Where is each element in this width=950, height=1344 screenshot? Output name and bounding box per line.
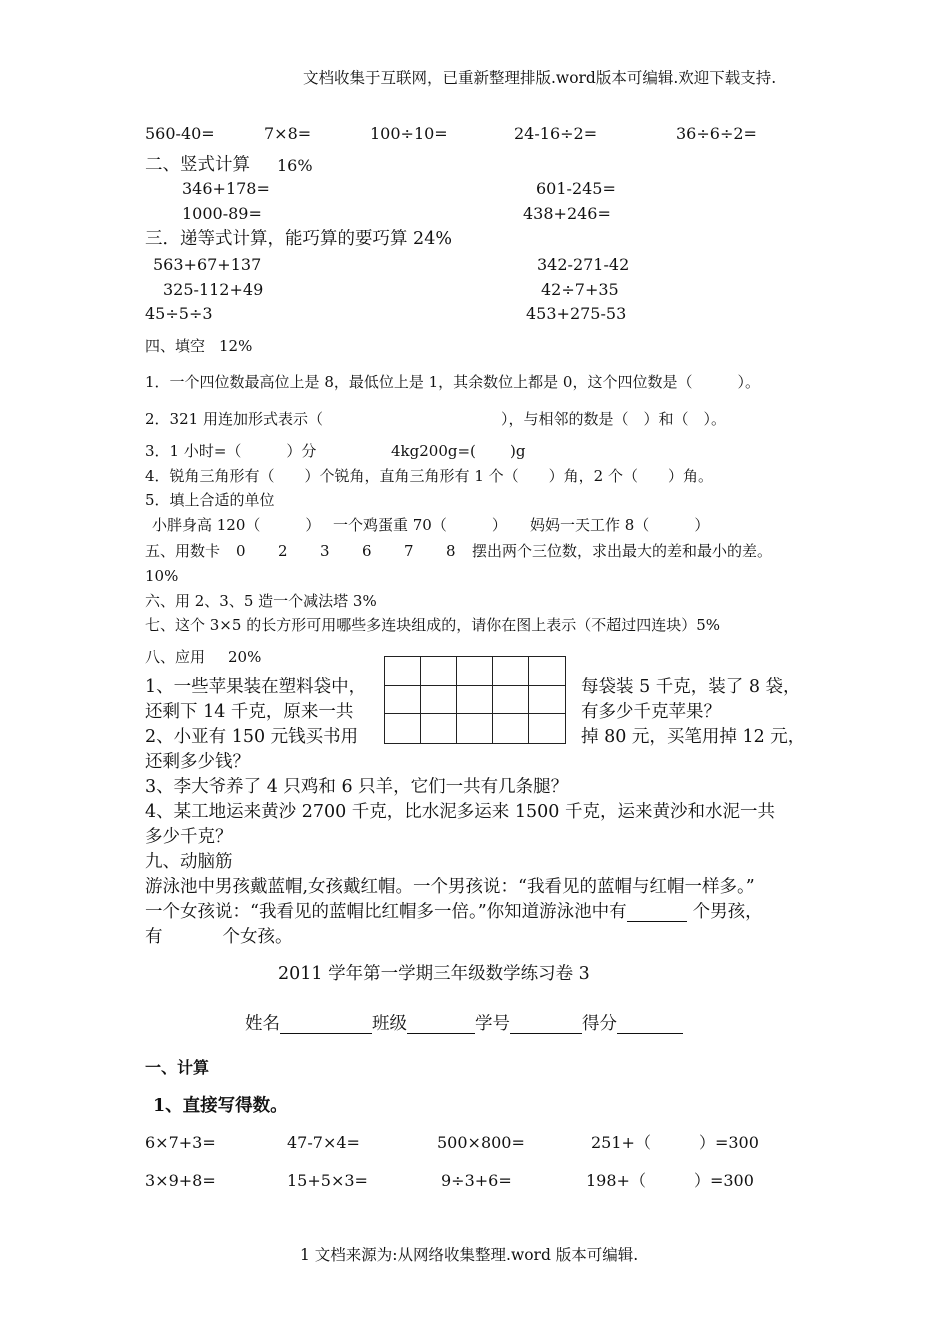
- question: 3．1 小时=（ ）分: [145, 442, 317, 460]
- section-percent: 16%: [277, 156, 313, 175]
- section-percent: 12%: [219, 337, 253, 355]
- question: 小胖身高 120（ ）: [152, 516, 321, 534]
- number-card: 2: [278, 542, 288, 560]
- section-title: 四、填空: [145, 337, 206, 355]
- question-text: 有: [145, 927, 163, 947]
- expr: 3×9+8=: [145, 1171, 216, 1190]
- score-label: 得分: [582, 1014, 617, 1034]
- score-blank: [617, 1017, 683, 1034]
- expr: 42÷7+35: [541, 280, 619, 299]
- expr: 6×7+3=: [145, 1133, 216, 1152]
- expr: 7×8=: [264, 124, 312, 143]
- question: 游泳池中男孩戴蓝帽,女孩戴红帽。一个男孩说：“我看见的蓝帽与红帽一样多。”: [145, 877, 755, 897]
- class-blank: [407, 1017, 475, 1034]
- exam-title: 2011 学年第一学期三年级数学练习卷 3: [278, 964, 590, 984]
- question: [145, 902, 763, 922]
- section-title: 五、用数卡: [145, 542, 221, 560]
- subsection-title: 1、直接写得数。: [153, 1096, 288, 1116]
- question: 2、小亚有 150 元钱买书用: [145, 727, 359, 747]
- section-title: 三．递等式计算，能巧算的要巧算 24%: [145, 229, 452, 249]
- expr: 100÷10=: [370, 124, 448, 143]
- question-text: 一个女孩说：“我看见的蓝帽比红帽多一倍。”你知道游泳池中有: [145, 902, 627, 922]
- expr: 251+（ ）=300: [591, 1133, 759, 1152]
- section-title: 九、动脑筋: [145, 852, 233, 872]
- question: 还剩多少钱？: [145, 752, 250, 772]
- expr: 45÷5÷3: [145, 304, 213, 323]
- expr: 560-40=: [145, 124, 215, 143]
- question: ），与相邻的数是（ ）和（ ）。: [501, 410, 727, 428]
- expr: 500×800=: [437, 1133, 525, 1152]
- answer-blank: [627, 905, 687, 922]
- section-percent: 20%: [228, 648, 262, 666]
- question: 2．321 用连加形式表示（: [145, 410, 323, 428]
- expr: 1000-89=: [182, 204, 262, 223]
- section-title: 八、应用: [145, 648, 206, 666]
- question: 还剩下 14 千克，原来一共: [145, 702, 354, 722]
- question: 妈妈一天工作 8（ ）: [530, 516, 710, 534]
- page-header: 文档收集于互联网，已重新整理排版.word版本可编辑.欢迎下载支持.: [303, 69, 777, 87]
- expr: 47-7×4=: [287, 1133, 360, 1152]
- question-text: 个男孩，: [692, 902, 763, 922]
- number-card: 6: [362, 542, 372, 560]
- section-title: 七、这个 3×5 的长方形可用哪些多连块组成的，请你在图上表示（不超过四连块）5%: [145, 616, 720, 634]
- question: 4、某工地运来黄沙 2700 千克，比水泥多运来 1500 千克，运来黄沙和水泥一共: [145, 802, 775, 822]
- expr: 438+246=: [523, 204, 611, 223]
- expr: 453+275-53: [526, 304, 627, 323]
- section-title: 一、计算: [145, 1058, 210, 1077]
- expr: 36÷6÷2=: [676, 124, 757, 143]
- expr: 563+67+137: [153, 255, 262, 274]
- expr: 24-16÷2=: [514, 124, 598, 143]
- expr: 346+178=: [182, 179, 270, 198]
- question: 掉 80 元，买笔用掉 12 元，: [581, 727, 806, 747]
- question: 4kg200g=(: [391, 442, 476, 460]
- name-blank: [280, 1017, 372, 1034]
- number-label: 学号: [475, 1014, 510, 1034]
- section-percent: 10%: [145, 567, 179, 585]
- expr: 601-245=: [536, 179, 616, 198]
- expr: 325-112+49: [163, 280, 264, 299]
- rectangle-grid-3x5: [384, 656, 566, 744]
- name-label: 姓名: [245, 1014, 280, 1034]
- question: 1．一个四位数最高位上是 8，最低位上是 1，其余数位上都是 0，这个四位数是（ ）。: [145, 373, 760, 391]
- question: 有多少千克苹果？: [581, 702, 721, 722]
- number-card: 0: [236, 542, 246, 560]
- question: )g: [510, 442, 526, 460]
- class-label: 班级: [372, 1014, 407, 1034]
- number-blank: [510, 1017, 582, 1034]
- number-card: 7: [404, 542, 414, 560]
- number-card: 8: [446, 542, 456, 560]
- question: 一个鸡蛋重 70（ ）: [333, 516, 507, 534]
- question: 每袋装 5 千克，装了 8 袋，: [581, 677, 801, 697]
- question: 5．填上合适的单位: [145, 491, 275, 509]
- number-card: 3: [320, 542, 330, 560]
- expr: 15+5×3=: [287, 1171, 368, 1190]
- question: 摆出两个三位数，求出最大的差和最小的差。: [472, 542, 773, 560]
- question: 1、一些苹果装在塑料袋中，: [145, 677, 367, 697]
- page-footer: 1 文档来源为:从网络收集整理.word 版本可编辑.: [300, 1246, 639, 1264]
- question: 4．锐角三角形有（ ）个锐角，直角三角形有 1 个（ ）角，2 个（ ）角。: [145, 467, 713, 485]
- expr: 9÷3+6=: [441, 1171, 512, 1190]
- section-title: 六、用 2、3、5 造一个减法塔 3%: [145, 592, 377, 610]
- question: 多少千克？: [145, 827, 233, 847]
- student-info: [245, 1014, 683, 1034]
- question: 3、李大爷养了 4 只鸡和 6 只羊，它们一共有几条腿？: [145, 777, 569, 797]
- expr: 198+（ ）=300: [586, 1171, 754, 1190]
- question: [145, 927, 293, 947]
- question-text: 个女孩。: [222, 927, 293, 947]
- section-title: 二、竖式计算: [145, 155, 250, 175]
- expr: 342-271-42: [537, 255, 630, 274]
